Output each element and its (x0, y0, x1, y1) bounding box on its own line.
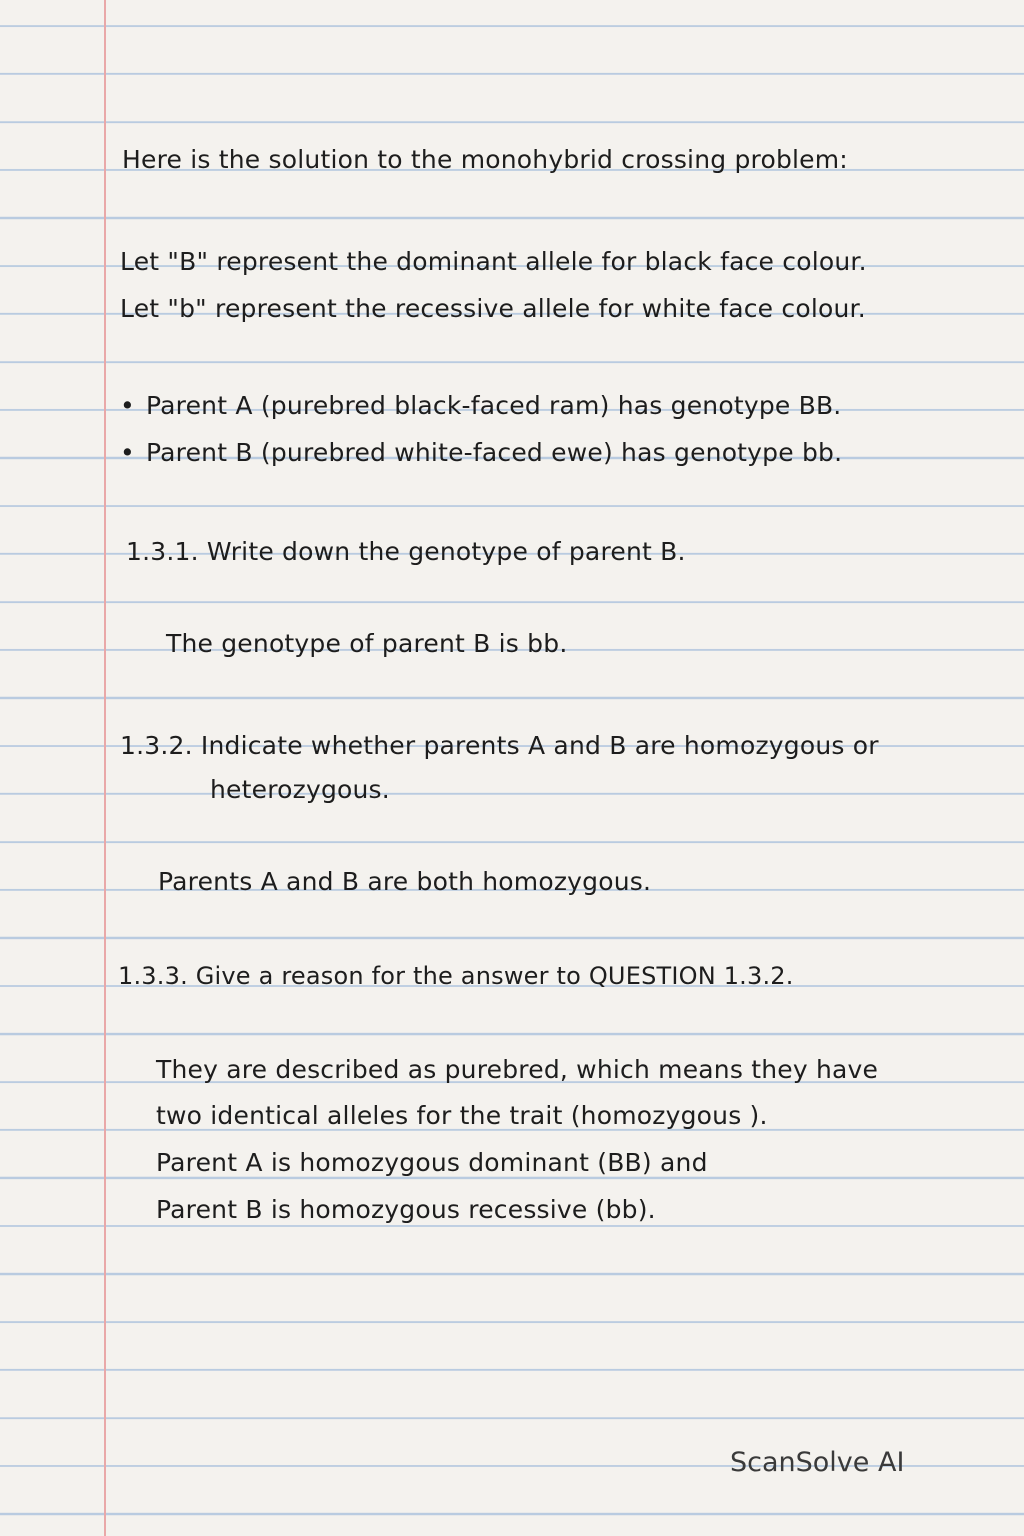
bullet-text: Parent B (purebred white-faced ewe) has genotype bb. (146, 438, 843, 467)
definition-dominant: Let "B" represent the dominant allele for black face colour. (120, 247, 867, 276)
answer-1-3-3-line3: Parent A is homozygous dominant (BB) and (156, 1148, 708, 1177)
definition-recessive: Let "b" represent the recessive allele for white face colour. (120, 294, 866, 323)
question-1-3-2-line2: heterozygous. (210, 775, 390, 804)
answer-1-3-3-line4: Parent B is homozygous recessive (bb). (156, 1195, 656, 1224)
bullet-icon: • (120, 438, 135, 467)
margin-line (104, 0, 106, 1536)
question-1-3-2-line1: 1.3.2. Indicate whether parents A and B are homozygous or (120, 731, 879, 760)
answer-1-3-1: The genotype of parent B is bb. (166, 629, 568, 658)
intro-text: Here is the solution to the monohybrid crossing problem: (122, 145, 848, 174)
answer-1-3-2: Parents A and B are both homozygous. (158, 867, 652, 896)
answer-1-3-3-line2: two identical alleles for the trait (homozygous ). (156, 1101, 768, 1130)
bullet-item-parent-b (120, 437, 842, 469)
bullet-item-parent-a (120, 390, 841, 422)
question-1-3-3: 1.3.3. Give a reason for the answer to QUESTION 1.3.2. (118, 962, 794, 990)
bullet-text: Parent A (purebred black-faced ram) has genotype BB. (146, 391, 842, 420)
question-1-3-1: 1.3.1. Write down the genotype of parent B. (126, 537, 686, 566)
answer-1-3-3-line1: They are described as purebred, which means they have (156, 1055, 879, 1084)
footer-signature: ScanSolve AI (730, 1447, 905, 1478)
bullet-icon: • (120, 391, 135, 420)
